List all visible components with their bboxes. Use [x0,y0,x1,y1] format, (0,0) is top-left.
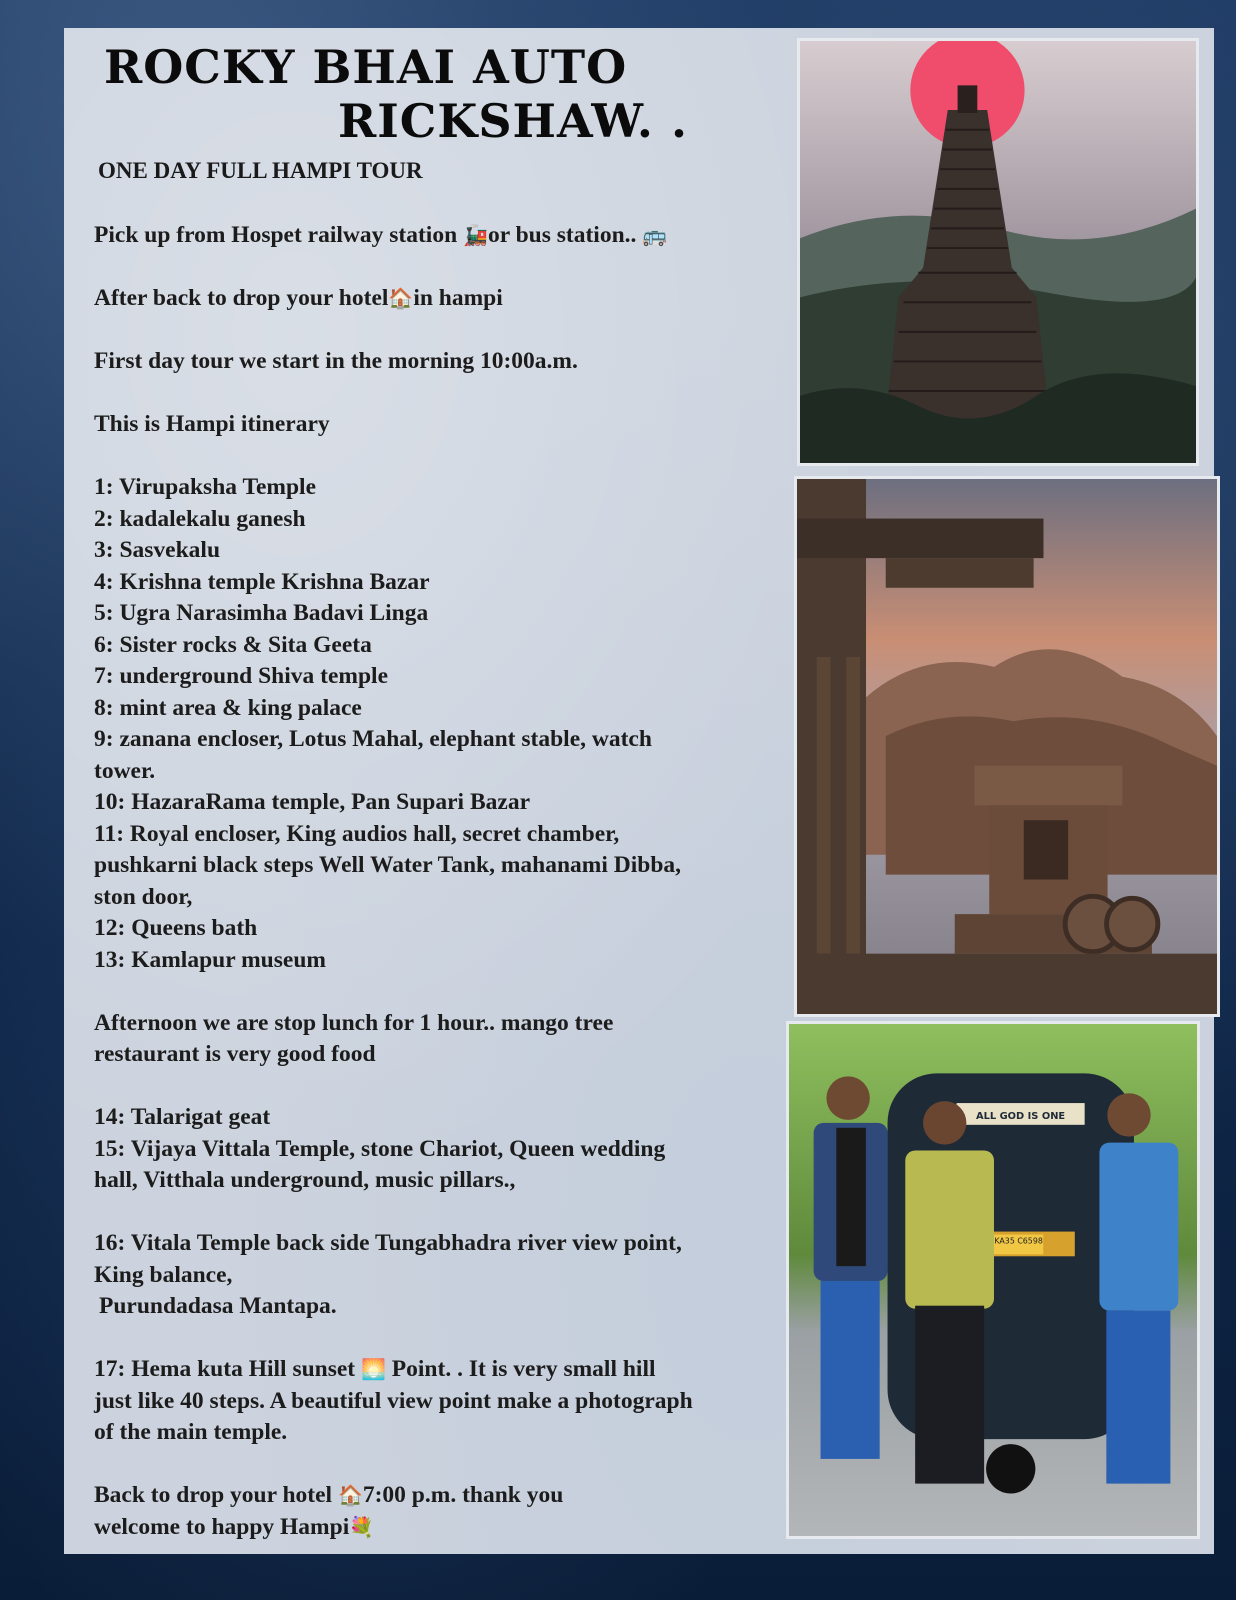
train-icon: 🚂 [463,223,488,247]
itinerary-item: Purundadasa Mantapa. [99,1293,337,1319]
bus-icon: 🚌 [642,223,668,247]
closing-line [94,1480,764,1512]
itinerary-item: King balance, [94,1261,233,1288]
itinerary-item: 2: kadalekalu ganesh [94,505,306,532]
sunset-line: of the main temple. [94,1419,288,1445]
itinerary-item: 3: Sasvekalu [94,537,221,563]
itinerary-item: 9: zanana encloser, Lotus Mahal, elephant stable, watch [94,726,652,752]
itinerary-item: ston door, [94,883,193,910]
pickup-bus-text: or bus station.. [487,222,643,248]
sunset-point-text: Point. . It is very small hill [385,1356,656,1382]
bouquet-icon: 💐 [349,1514,375,1539]
closing-time-text: 7:00 p.m. thank you [362,1482,564,1508]
itinerary-item: 11: Royal encloser, King audios hall, secret chamber, [94,820,620,847]
house-icon: 🏠 [388,286,414,310]
itinerary-item: hall, Vitthala underground, music pillars., [94,1167,516,1193]
auto-rickshaw-team-photo [786,1021,1200,1539]
sunset-line [94,1354,764,1386]
closing-line [94,1512,764,1544]
itinerary-item: 12: Queens bath [94,915,258,941]
house-icon: 🏠 [337,1483,363,1507]
itinerary-item: 8: mint area & king palace [94,694,362,721]
itinerary-item: 14: Talarigat geat [94,1104,271,1130]
pickup-text: Pick up from Hospet railway station [94,222,464,248]
itinerary-item: 16: Vitala Temple back side Tungabhadra river view point, [94,1230,682,1256]
itinerary-item: 5: Ugra Narasimha Badavi Linga [94,600,429,626]
itinerary-item: 4: Krishna temple Krishna Bazar [94,568,430,595]
sunset-line: just like 40 steps. A beautiful view point make a photograph [94,1387,693,1414]
lunch-line: Afternoon we are stop lunch for 1 hour.. mango tree [94,1009,614,1036]
title-line-2: RICKSHAW. . [338,94,688,148]
sunrise-icon: 🌅 [361,1357,386,1381]
start-time-line: First day tour we start in the morning 10:00a.m. [94,348,578,374]
itinerary-item: 15: Vijaya Vittala Temple, stone Chariot, Queen wedding [94,1135,666,1162]
itinerary-item: 7: underground Shiva temple [94,663,389,689]
lunch-line: restaurant is very good food [94,1041,376,1067]
drop-line [94,283,764,315]
itinerary-item: 13: Kamlapur museum [94,946,326,973]
page-title [104,40,688,148]
title-line-1: ROCKY BHAI AUTO [104,40,628,94]
number-plate-text: KA35 C6598 [994,1236,1043,1246]
drop-text: After back to drop your hotel [94,285,389,311]
itinerary-item: 10: HazaraRama temple, Pan Supari Bazar [94,789,531,815]
closing-text: Back to drop your hotel [94,1482,338,1508]
itinerary-heading: This is Hampi itinerary [94,411,330,437]
itinerary-item: 1: Virupaksha Temple [94,474,317,500]
rickshaw-sign-text: ALL GOD IS ONE [976,1110,1066,1122]
stone-chariot-photo [794,476,1220,1017]
itinerary-item: pushkarni black steps Well Water Tank, mahanami Dibba, [94,852,682,878]
tour-details [94,220,764,1543]
tour-subtitle: ONE DAY FULL HAMPI TOUR [98,158,423,183]
itinerary-item: tower. [94,757,156,784]
pickup-line [94,220,764,252]
virupaksha-temple-photo [797,38,1199,466]
itinerary-item: 6: Sister rocks & Sita Geeta [94,631,372,658]
welcome-text: welcome to happy Hampi [94,1513,350,1540]
sunset-text: 17: Hema kuta Hill sunset [94,1356,362,1382]
drop-end-text: in hampi [413,285,503,311]
